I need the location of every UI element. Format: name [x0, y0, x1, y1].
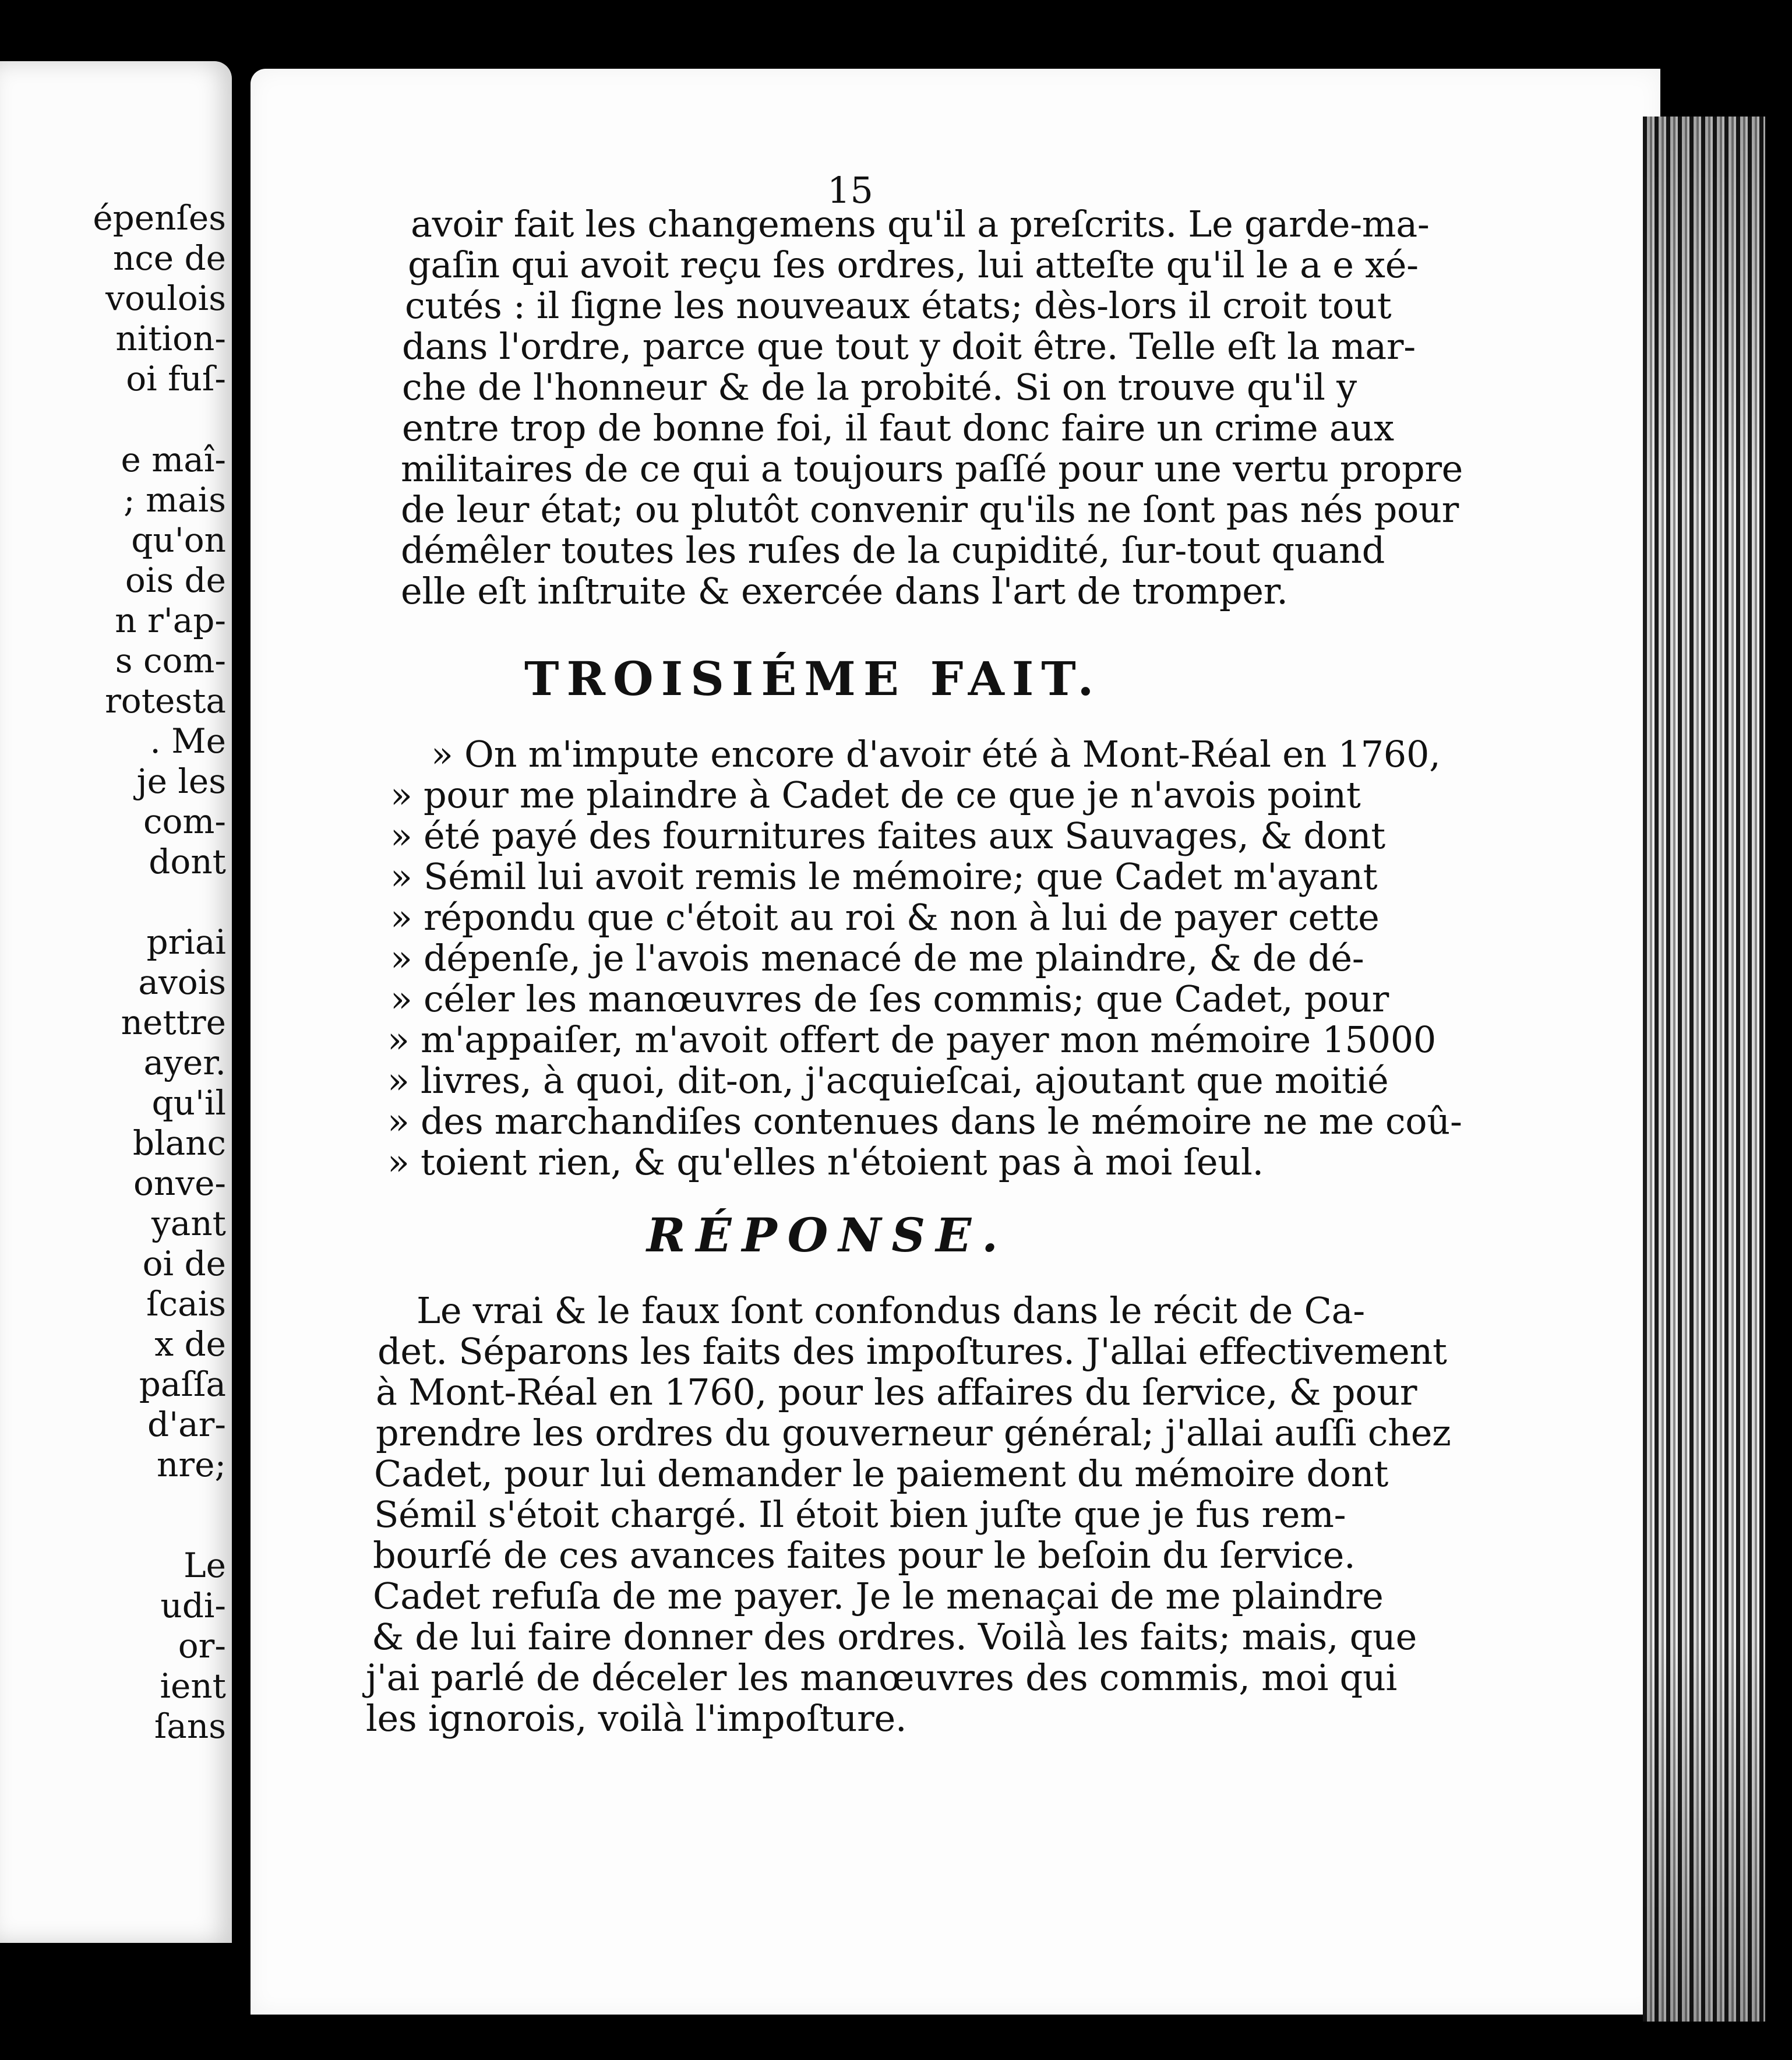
left-text-fragment: dont	[149, 842, 226, 881]
text-line: à Mont-Réal en 1760, pour les affaires du ſervice, & pour	[376, 1371, 1417, 1413]
left-text-fragment: oi fuſ-	[126, 359, 226, 398]
text-line: det. Séparons les faits des impoſtures. J'allai effectivement	[378, 1330, 1447, 1373]
page-edge-stack	[1643, 117, 1765, 2022]
left-text-fragment: avois	[138, 962, 226, 1002]
text-line: Cadet, pour lui demander le paiement du mémoire dont	[374, 1452, 1388, 1495]
text-line: » pour me plaindre à Cadet de ce que je n'avois point	[390, 774, 1361, 816]
section-heading: TROISIÉME FAIT.	[524, 651, 1102, 706]
left-page	[0, 61, 232, 1943]
text-line: démêler toutes les ruſes de la cupidité, ſur-tout quand	[401, 529, 1385, 572]
text-line: militaires de ce qui a toujours paſſé pour une vertu propre	[401, 447, 1463, 490]
text-line: » toient rien, & qu'elles n'étoient pas à moi ſeul.	[387, 1141, 1264, 1183]
left-text-fragment: nettre	[121, 1003, 226, 1042]
left-text-fragment: nition-	[115, 319, 226, 358]
left-text-fragment: je les	[136, 761, 226, 801]
text-line: dans l'ordre, parce que tout y doit être. Telle eſt la mar-	[402, 325, 1416, 368]
left-text-fragment: or-	[178, 1626, 226, 1666]
left-text-fragment: épenſes	[93, 198, 226, 238]
text-line: » m'appaiſer, m'avoit offert de payer mon mémoire 15000	[387, 1018, 1437, 1061]
left-text-fragment: Le	[184, 1546, 226, 1585]
left-text-fragment: x de	[154, 1324, 226, 1364]
text-line: » été payé des fournitures faites aux Sauvages, & dont	[390, 814, 1385, 857]
text-line: Cadet refuſa de me payer. Je le menaçai de me plaindre	[373, 1575, 1384, 1617]
left-text-fragment: ſans	[154, 1706, 226, 1746]
left-text-fragment: priai	[146, 922, 226, 962]
text-line: de leur état; ou plutôt convenir qu'ils ne ſont pas nés pour	[401, 488, 1459, 531]
text-line: les ignorois, voilà l'impoſture.	[366, 1697, 907, 1740]
left-text-fragment: qu'il	[151, 1083, 226, 1123]
text-line: cutés : il ſigne les nouveaux états; dès-lors il croit tout	[405, 284, 1392, 327]
left-text-fragment: voulois	[105, 278, 226, 318]
left-text-fragment: . Me	[150, 721, 226, 761]
left-text-fragment: nre;	[157, 1445, 226, 1484]
left-text-fragment: ; mais	[124, 480, 226, 520]
text-line: avoir fait les changemens qu'il a preſcrits. Le garde-ma-	[411, 203, 1430, 245]
text-line: » dépenſe, je l'avois menacé de me plaindre, & de dé-	[390, 937, 1364, 979]
text-line: j'ai parlé de déceler les manœuvres des commis, moi qui	[366, 1656, 1398, 1699]
text-line: Sémil s'étoit chargé. Il étoit bien juſte que je fus rem-	[374, 1493, 1346, 1536]
left-text-fragment: ient	[160, 1666, 226, 1706]
text-line: che de l'honneur & de la probité. Si on trouve qu'il y	[402, 366, 1357, 408]
left-text-fragment: n r'ap-	[115, 601, 226, 640]
text-line: elle eſt inſtruite & exercée dans l'art de tromper.	[401, 570, 1288, 612]
left-text-fragment: rotesta	[105, 681, 226, 721]
left-text-fragment: ois de	[125, 560, 226, 600]
left-text-fragment: e maî-	[121, 440, 226, 479]
text-line: » On m'impute encore d'avoir été à Mont-Réal en 1760,	[431, 733, 1441, 775]
left-text-fragment: com-	[143, 802, 226, 841]
left-text-fragment: s com-	[115, 641, 226, 680]
text-line: gaſin qui avoit reçu ſes ordres, lui atteſte qu'il le a e xé-	[408, 244, 1419, 286]
left-text-fragment: blanc	[132, 1123, 226, 1163]
left-text-fragment: yant	[151, 1204, 226, 1243]
section-heading: RÉPONSE.	[647, 1208, 1009, 1262]
text-line: bourſé de ces avances faites pour le beſoin du ſervice.	[373, 1534, 1356, 1576]
text-line: » répondu que c'étoit au roi & non à lui de payer cette	[390, 896, 1380, 939]
left-text-fragment: udi-	[160, 1586, 226, 1625]
left-text-fragment: onve-	[133, 1163, 226, 1203]
text-line: » livres, à quoi, dit-on, j'acquieſcai, ajoutant que moitié	[387, 1059, 1389, 1102]
left-text-fragment: ſcais	[146, 1284, 226, 1324]
left-text-fragment: qu'on	[131, 520, 226, 560]
text-line: Le vrai & le faux ſont confondus dans le récit de Ca-	[417, 1289, 1365, 1332]
left-text-fragment: paſſa	[139, 1364, 226, 1404]
page-number: 15	[827, 169, 873, 211]
text-line: » des marchandiſes contenues dans le mémoire ne me coû-	[387, 1100, 1462, 1142]
left-text-fragment: d'ar-	[147, 1405, 226, 1444]
left-text-fragment: oi de	[142, 1244, 226, 1283]
text-line: » céler les manœuvres de ſes commis; que Cadet, pour	[390, 978, 1389, 1020]
text-line: prendre les ordres du gouverneur général; j'allai auſſi chez	[376, 1412, 1451, 1454]
text-line: & de lui faire donner des ordres. Voilà les faits; mais, que	[372, 1615, 1417, 1658]
text-line: » Sémil lui avoit remis le mémoire; que Cadet m'ayant	[390, 855, 1378, 898]
left-text-fragment: nce de	[112, 238, 226, 278]
text-line: entre trop de bonne foi, il faut donc faire un crime aux	[402, 407, 1394, 449]
left-text-fragment: ayer.	[143, 1043, 226, 1082]
